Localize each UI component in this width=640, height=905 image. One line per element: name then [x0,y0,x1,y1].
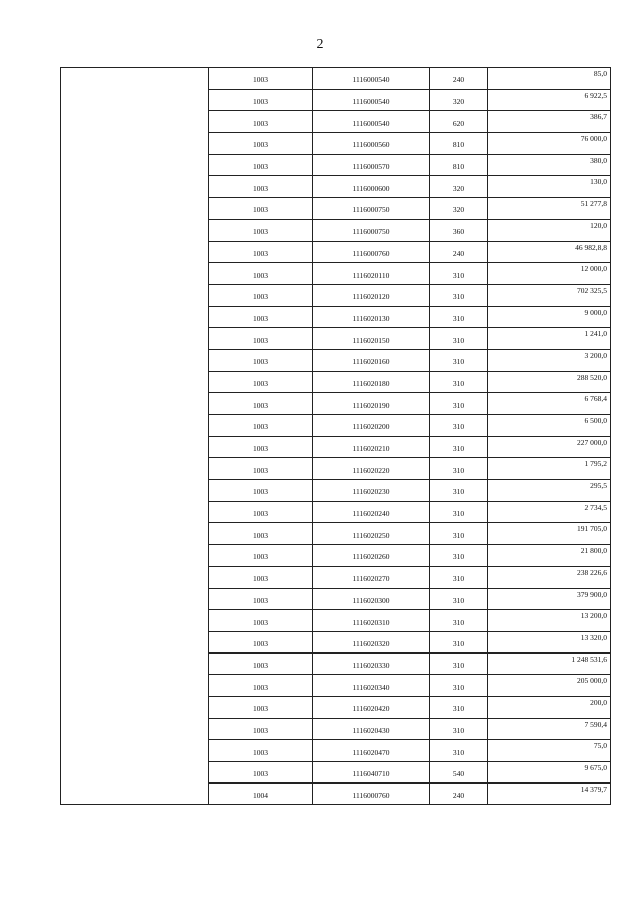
amount-cell: 205 000,0 [488,675,611,697]
table-body [61,68,611,805]
section-code-cell: 1003 [209,219,313,241]
expense-type-cell: 310 [430,284,488,306]
expense-type-cell: 310 [430,696,488,718]
section-code-cell: 1003 [209,371,313,393]
target-article-cell: 1116020250 [313,523,430,545]
target-article-cell: 1116000760 [313,783,430,805]
amount-cell: 1 795,2 [488,458,611,480]
amount-cell: 130,0 [488,176,611,198]
expense-type-cell: 310 [430,653,488,675]
expense-type-cell: 310 [430,393,488,415]
amount-cell: 75,0 [488,740,611,762]
expense-type-cell: 310 [430,566,488,588]
section-code-cell: 1003 [209,111,313,133]
amount-cell: 13 200,0 [488,610,611,632]
target-article-cell: 1116020230 [313,480,430,502]
section-code-cell: 1004 [209,783,313,805]
target-article-cell: 1116000540 [313,111,430,133]
target-article-cell: 1116020190 [313,393,430,415]
section-code-cell: 1003 [209,133,313,155]
target-article-cell: 1116000750 [313,219,430,241]
target-article-cell: 1116000760 [313,241,430,263]
amount-cell: 288 520,0 [488,371,611,393]
target-article-cell: 1116020220 [313,458,430,480]
amount-cell: 386,7 [488,111,611,133]
amount-cell: 7 590,4 [488,718,611,740]
target-article-cell: 1116020110 [313,263,430,285]
expense-type-cell: 310 [430,545,488,567]
amount-cell: 702 325,5 [488,284,611,306]
target-article-cell: 1116020300 [313,588,430,610]
target-article-cell: 1116020120 [313,284,430,306]
amount-cell: 3 200,0 [488,349,611,371]
target-article-cell: 1116020320 [313,631,430,653]
section-code-cell: 1003 [209,545,313,567]
amount-cell: 85,0 [488,68,611,90]
table-row [61,68,611,90]
section-code-cell: 1003 [209,740,313,762]
amount-cell: 21 800,0 [488,545,611,567]
expense-type-cell: 320 [430,198,488,220]
amount-cell: 12 000,0 [488,263,611,285]
amount-cell: 13 320,0 [488,631,611,653]
expense-type-cell: 310 [430,675,488,697]
expense-type-cell: 360 [430,219,488,241]
name-column-cell [61,68,209,805]
target-article-cell: 1116020160 [313,349,430,371]
expense-type-cell: 310 [430,523,488,545]
amount-cell: 1 241,0 [488,328,611,350]
expense-type-cell: 240 [430,783,488,805]
target-article-cell: 1116020200 [313,415,430,437]
target-article-cell: 1116020310 [313,610,430,632]
amount-cell: 6 768,4 [488,393,611,415]
amount-cell: 46 982,8,8 [488,241,611,263]
target-article-cell: 1116020470 [313,740,430,762]
expense-type-cell: 310 [430,263,488,285]
expense-type-cell: 310 [430,349,488,371]
section-code-cell: 1003 [209,415,313,437]
expense-type-cell: 810 [430,154,488,176]
target-article-cell: 1116020340 [313,675,430,697]
target-article-cell: 1116020420 [313,696,430,718]
expense-type-cell: 310 [430,436,488,458]
amount-cell: 191 705,0 [488,523,611,545]
expense-type-cell: 310 [430,371,488,393]
amount-cell: 1 248 531,6 [488,653,611,675]
section-code-cell: 1003 [209,718,313,740]
expense-type-cell: 310 [430,631,488,653]
target-article-cell: 1116020270 [313,566,430,588]
section-code-cell: 1003 [209,241,313,263]
section-code-cell: 1003 [209,68,313,90]
target-article-cell: 1116020210 [313,436,430,458]
target-article-cell: 1116000570 [313,154,430,176]
target-article-cell: 1116000750 [313,198,430,220]
amount-cell: 2 734,5 [488,501,611,523]
section-code-cell: 1003 [209,480,313,502]
amount-cell: 380,0 [488,154,611,176]
expense-type-cell: 810 [430,133,488,155]
target-article-cell: 1116020130 [313,306,430,328]
section-code-cell: 1003 [209,653,313,675]
amount-cell: 120,0 [488,219,611,241]
amount-cell: 51 277,8 [488,198,611,220]
expense-type-cell: 240 [430,241,488,263]
section-code-cell: 1003 [209,393,313,415]
target-article-cell: 1116000540 [313,68,430,90]
section-code-cell: 1003 [209,610,313,632]
target-article-cell: 1116020330 [313,653,430,675]
expense-type-cell: 310 [430,415,488,437]
target-article-cell: 1116040710 [313,762,430,784]
amount-cell: 6 922,5 [488,89,611,111]
section-code-cell: 1003 [209,436,313,458]
expense-type-cell: 310 [430,306,488,328]
section-code-cell: 1003 [209,631,313,653]
section-code-cell: 1003 [209,566,313,588]
section-code-cell: 1003 [209,675,313,697]
amount-cell: 200,0 [488,696,611,718]
amount-cell: 76 000,0 [488,133,611,155]
amount-cell: 9 000,0 [488,306,611,328]
expense-type-cell: 240 [430,68,488,90]
target-article-cell: 1116000560 [313,133,430,155]
section-code-cell: 1003 [209,349,313,371]
amount-cell: 227 000,0 [488,436,611,458]
page-number: 2 [316,37,324,52]
section-code-cell: 1003 [209,89,313,111]
section-code-cell: 1003 [209,588,313,610]
section-code-cell: 1003 [209,306,313,328]
expense-type-cell: 310 [430,458,488,480]
amount-cell: 295,5 [488,480,611,502]
target-article-cell: 1116020430 [313,718,430,740]
expense-type-cell: 310 [430,480,488,502]
target-article-cell: 1116000540 [313,89,430,111]
expense-type-cell: 310 [430,610,488,632]
section-code-cell: 1003 [209,263,313,285]
expense-type-cell: 310 [430,740,488,762]
section-code-cell: 1003 [209,501,313,523]
expense-type-cell: 320 [430,176,488,198]
expense-type-cell: 310 [430,328,488,350]
amount-cell: 14 379,7 [488,783,611,805]
expense-type-cell: 320 [430,89,488,111]
budget-table [60,67,611,805]
section-code-cell: 1003 [209,523,313,545]
section-code-cell: 1003 [209,458,313,480]
amount-cell: 6 500,0 [488,415,611,437]
expense-type-cell: 310 [430,718,488,740]
section-code-cell: 1003 [209,696,313,718]
target-article-cell: 1116000600 [313,176,430,198]
section-code-cell: 1003 [209,198,313,220]
amount-cell: 238 226,6 [488,566,611,588]
target-article-cell: 1116020260 [313,545,430,567]
section-code-cell: 1003 [209,762,313,784]
target-article-cell: 1116020240 [313,501,430,523]
amount-cell: 9 675,0 [488,762,611,784]
expense-type-cell: 620 [430,111,488,133]
target-article-cell: 1116020150 [313,328,430,350]
target-article-cell: 1116020180 [313,371,430,393]
amount-cell: 379 900,0 [488,588,611,610]
expense-type-cell: 540 [430,762,488,784]
section-code-cell: 1003 [209,328,313,350]
section-code-cell: 1003 [209,176,313,198]
expense-type-cell: 310 [430,588,488,610]
section-code-cell: 1003 [209,154,313,176]
expense-type-cell: 310 [430,501,488,523]
section-code-cell: 1003 [209,284,313,306]
